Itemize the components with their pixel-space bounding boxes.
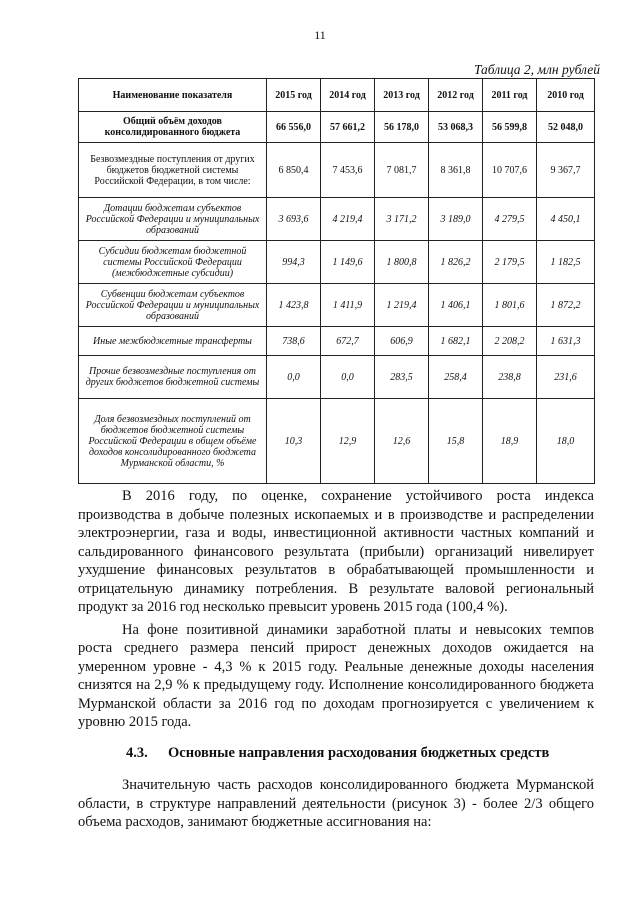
row-value: 1 182,5 <box>537 241 595 284</box>
section-title: Основные направления расходования бюджетных средств <box>168 745 550 761</box>
row-value: 10,3 <box>267 399 321 484</box>
row-value: 52 048,0 <box>537 112 595 143</box>
table-row <box>79 356 595 399</box>
row-name: Безвозмездные поступления от других бюджетов бюджетной системы Российской Федерации, в том числе: <box>79 143 267 198</box>
page-number: 11 <box>314 28 326 42</box>
table-row <box>79 399 595 484</box>
row-value: 1 801,6 <box>483 284 537 327</box>
row-value: 0,0 <box>267 356 321 399</box>
row-value: 4 450,1 <box>537 198 595 241</box>
row-value: 1 149,6 <box>321 241 375 284</box>
table-row <box>79 327 595 356</box>
row-value: 4 279,5 <box>483 198 537 241</box>
row-value: 1 682,1 <box>429 327 483 356</box>
row-value: 1 219,4 <box>375 284 429 327</box>
row-value: 1 631,3 <box>537 327 595 356</box>
table-caption: Таблица 2, млн рублей <box>474 62 600 77</box>
table-row <box>79 143 595 198</box>
row-value: 1 406,1 <box>429 284 483 327</box>
row-name: Дотации бюджетам субъектов Российской Федерации и муниципальных образований <box>79 198 267 241</box>
row-value: 7 453,6 <box>321 143 375 198</box>
row-name: Иные межбюджетные трансферты <box>79 327 267 356</box>
row-value: 2 208,2 <box>483 327 537 356</box>
row-value: 3 189,0 <box>429 198 483 241</box>
row-value: 1 411,9 <box>321 284 375 327</box>
header-name: Наименование показателя <box>79 79 267 112</box>
row-value: 56 178,0 <box>375 112 429 143</box>
section-number: 4.3. <box>126 745 148 761</box>
paragraph: В 2016 году, по оценке, сохранение устойчивого роста индекса производства в добыче полезных ископаемых и в производстве и распределении электроэнергии, газа и воды, инвестиционной активности частных компаний и сальдированного финансового результата (прибыли) организаций нивелирует ухудшение финансовых результатов в обрабатывающей промышленности и отрицательную динамику потребления. В результате валовой региональный продукт за 2016 год несколько превысит уровень 2015 года (100,4 %). <box>78 488 594 615</box>
row-value: 4 219,4 <box>321 198 375 241</box>
header-year: 2013 год <box>375 79 429 112</box>
row-value: 7 081,7 <box>375 143 429 198</box>
header-year: 2010 год <box>537 79 595 112</box>
header-year: 2015 год <box>267 79 321 112</box>
row-value: 258,4 <box>429 356 483 399</box>
paragraph: На фоне позитивной динамики заработной платы и невысоких темпов роста среднего размера пенсий прирост денежных доходов ожидается на умеренном уровне - 4,3 % к 2015 году. Реальные денежные доходы населения снизятся на 2,9 % к предыдущему году. Исполнение консолидированного бюджета Мурманской области за 2016 год по доходам прогнозируется с увеличением к уровню 2015 года. <box>78 621 594 730</box>
table-row <box>79 284 595 327</box>
row-value: 738,6 <box>267 327 321 356</box>
section-heading <box>126 745 549 762</box>
header-year: 2011 год <box>483 79 537 112</box>
row-value: 10 707,6 <box>483 143 537 198</box>
closing-text <box>78 776 594 832</box>
row-value: 18,9 <box>483 399 537 484</box>
row-value: 994,3 <box>267 241 321 284</box>
row-value: 3 693,6 <box>267 198 321 241</box>
row-value: 1 423,8 <box>267 284 321 327</box>
row-name: Субсидии бюджетам бюджетной системы Российской Федерации (межбюджетные субсидии) <box>79 241 267 284</box>
row-value: 18,0 <box>537 399 595 484</box>
row-value: 238,8 <box>483 356 537 399</box>
row-value: 1 800,8 <box>375 241 429 284</box>
row-value: 15,8 <box>429 399 483 484</box>
header-year: 2014 год <box>321 79 375 112</box>
row-value: 283,5 <box>375 356 429 399</box>
row-name: Общий объём доходов консолидированного бюджета <box>79 112 267 143</box>
row-value: 12,9 <box>321 399 375 484</box>
row-value: 2 179,5 <box>483 241 537 284</box>
revenue-table <box>78 78 595 484</box>
paragraph: Значительную часть расходов консолидированного бюджета Мурманской области, в структуре направлений деятельности (рисунок 3) - более 2/3 общего объема расходов, занимают бюджетные ассигнования на: <box>78 777 594 830</box>
header-year: 2012 год <box>429 79 483 112</box>
table-row <box>79 198 595 241</box>
row-value: 6 850,4 <box>267 143 321 198</box>
row-value: 3 171,2 <box>375 198 429 241</box>
row-value: 53 068,3 <box>429 112 483 143</box>
row-value: 1 826,2 <box>429 241 483 284</box>
row-value: 66 556,0 <box>267 112 321 143</box>
row-value: 56 599,8 <box>483 112 537 143</box>
row-value: 12,6 <box>375 399 429 484</box>
table-row <box>79 112 595 143</box>
table-header-row <box>79 79 595 112</box>
row-value: 231,6 <box>537 356 595 399</box>
row-value: 9 367,7 <box>537 143 595 198</box>
body-text <box>78 487 594 732</box>
table-row <box>79 241 595 284</box>
row-value: 57 661,2 <box>321 112 375 143</box>
row-value: 0,0 <box>321 356 375 399</box>
row-name: Прочие безвозмездные поступления от других бюджетов бюджетной системы <box>79 356 267 399</box>
row-value: 8 361,8 <box>429 143 483 198</box>
row-value: 606,9 <box>375 327 429 356</box>
row-name: Субвенции бюджетам субъектов Российской Федерации и муниципальных образований <box>79 284 267 327</box>
row-name: Доля безвозмездных поступлений от бюджетов бюджетной системы Российской Федерации в общем объёме доходов консолидированного бюджета Мурманской области, % <box>79 399 267 484</box>
row-value: 1 872,2 <box>537 284 595 327</box>
row-value: 672,7 <box>321 327 375 356</box>
